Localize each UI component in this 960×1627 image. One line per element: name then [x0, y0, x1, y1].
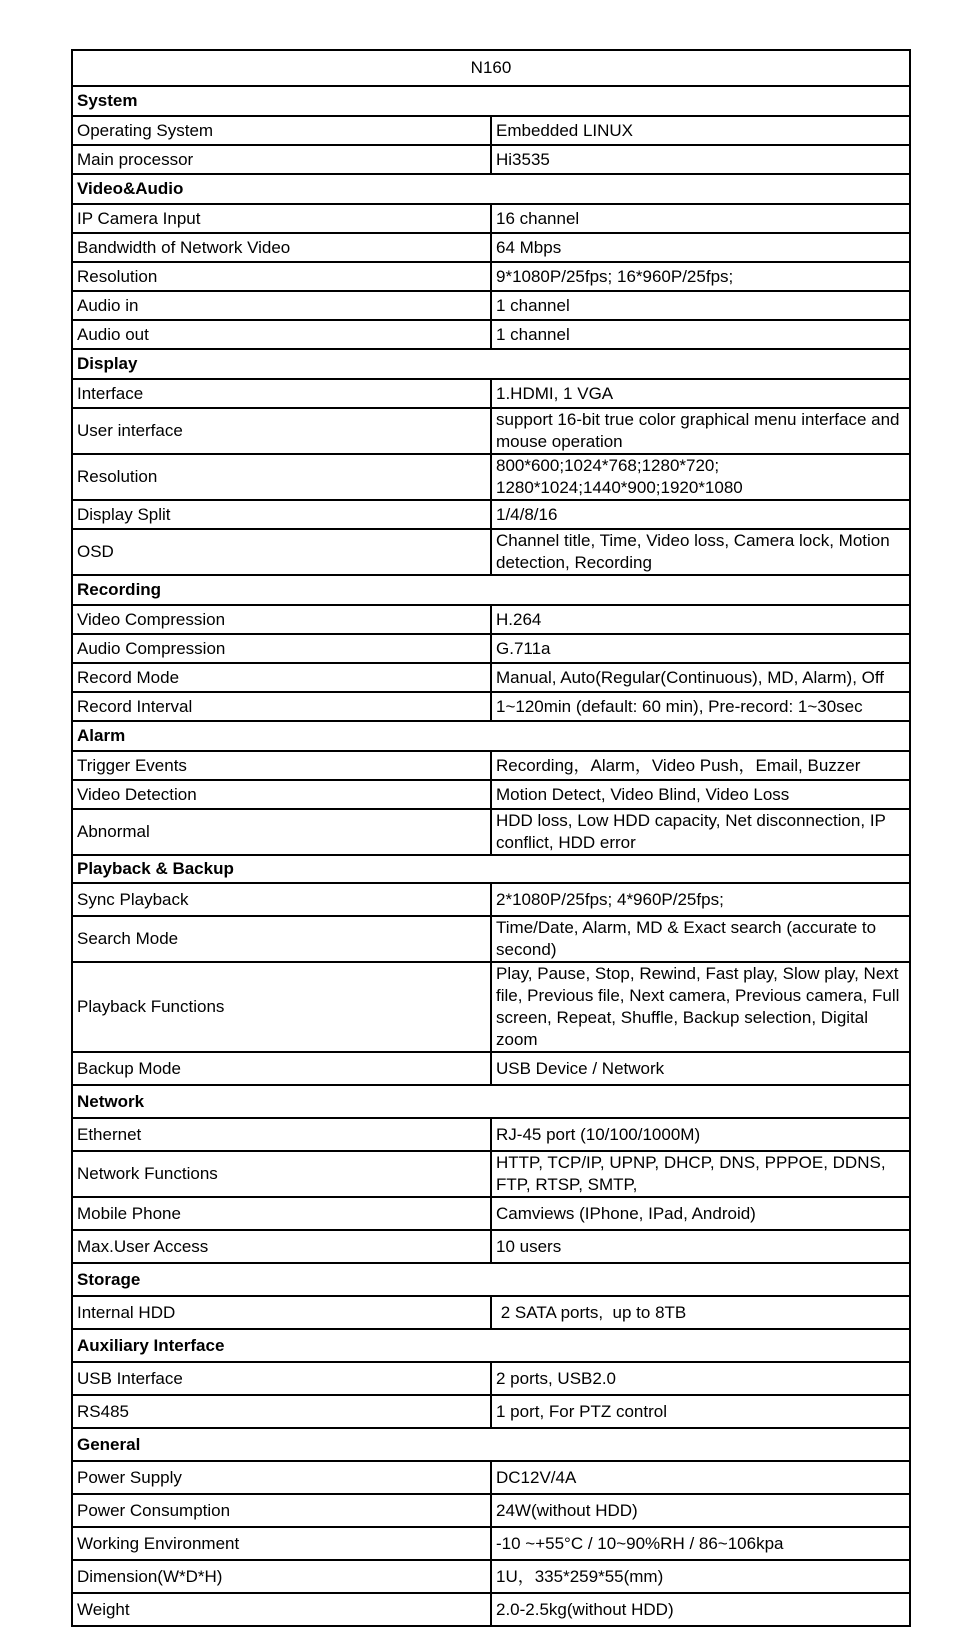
section-header-row — [72, 86, 910, 116]
spec-value: 1 channel — [491, 320, 910, 349]
section-header-row — [72, 1329, 910, 1362]
section-header-row — [72, 855, 910, 883]
spec-value: Hi3535 — [491, 145, 910, 174]
spec-label: OSD — [72, 529, 491, 575]
spec-row — [72, 1527, 910, 1560]
section-title: General — [72, 1428, 910, 1461]
spec-label: Playback Functions — [72, 962, 491, 1052]
spec-label: Trigger Events — [72, 751, 491, 780]
section-title: Storage — [72, 1263, 910, 1296]
spec-value: 1~120min (default: 60 min), Pre-record: 1~30sec — [491, 692, 910, 721]
section-header-row — [72, 721, 910, 751]
spec-row — [72, 883, 910, 916]
section-header-row — [72, 1428, 910, 1461]
spec-label: Max.User Access — [72, 1230, 491, 1263]
spec-row — [72, 408, 910, 454]
spec-row — [72, 1593, 910, 1626]
spec-row — [72, 1118, 910, 1151]
spec-row — [72, 500, 910, 529]
spec-label: Main processor — [72, 145, 491, 174]
spec-value: Manual, Auto(Regular(Continuous), MD, Alarm), Off — [491, 663, 910, 692]
spec-label: Search Mode — [72, 916, 491, 962]
spec-row — [72, 204, 910, 233]
spec-row — [72, 1494, 910, 1527]
title-row — [72, 50, 910, 86]
spec-value: HTTP, TCP/IP, UPNP, DHCP, DNS, PPPOE, DDNS, FTP, RTSP, SMTP, — [491, 1151, 910, 1197]
spec-row — [72, 1395, 910, 1428]
spec-value: 2*1080P/25fps; 4*960P/25fps; — [491, 883, 910, 916]
spec-value: Recording，Alarm，Video Push，Email, Buzzer — [491, 751, 910, 780]
spec-value: 24W(without HDD) — [491, 1494, 910, 1527]
spec-row — [72, 1151, 910, 1197]
spec-label: Abnormal — [72, 809, 491, 855]
section-title: Recording — [72, 575, 910, 605]
spec-value: Embedded LINUX — [491, 116, 910, 145]
spec-row — [72, 809, 910, 855]
spec-value: 800*600;1024*768;1280*720; 1280*1024;1440*900;1920*1080 — [491, 454, 910, 500]
spec-label: Internal HDD — [72, 1296, 491, 1329]
spec-label: Working Environment — [72, 1527, 491, 1560]
section-title: Auxiliary Interface — [72, 1329, 910, 1362]
spec-value: USB Device / Network — [491, 1052, 910, 1085]
spec-table-body — [72, 50, 910, 1626]
section-title: Alarm — [72, 721, 910, 751]
spec-row — [72, 116, 910, 145]
spec-label: Resolution — [72, 262, 491, 291]
section-header-row — [72, 1263, 910, 1296]
spec-label: Backup Mode — [72, 1052, 491, 1085]
spec-row — [72, 1230, 910, 1263]
spec-value: RJ-45 port (10/100/1000M) — [491, 1118, 910, 1151]
spec-label: Power Consumption — [72, 1494, 491, 1527]
spec-value: support 16-bit true color graphical menu interface and mouse operation — [491, 408, 910, 454]
spec-row — [72, 145, 910, 174]
spec-value: 2 ports, USB2.0 — [491, 1362, 910, 1395]
spec-label: Sync Playback — [72, 883, 491, 916]
section-title: Video&Audio — [72, 174, 910, 204]
spec-label: Audio in — [72, 291, 491, 320]
spec-label: Video Compression — [72, 605, 491, 634]
spec-row — [72, 1560, 910, 1593]
section-title: System — [72, 86, 910, 116]
spec-row — [72, 1362, 910, 1395]
spec-value: 1 channel — [491, 291, 910, 320]
spec-row — [72, 780, 910, 809]
spec-value: 1U，335*259*55(mm) — [491, 1560, 910, 1593]
spec-label: Record Interval — [72, 692, 491, 721]
spec-label: RS485 — [72, 1395, 491, 1428]
spec-value: 1.HDMI, 1 VGA — [491, 379, 910, 408]
section-header-row — [72, 349, 910, 379]
spec-value: Time/Date, Alarm, MD & Exact search (accurate to second) — [491, 916, 910, 962]
spec-value: G.711a — [491, 634, 910, 663]
spec-label: USB Interface — [72, 1362, 491, 1395]
spec-value: -10 ~+55°C / 10~90%RH / 86~106kpa — [491, 1527, 910, 1560]
spec-row — [72, 529, 910, 575]
spec-label: Mobile Phone — [72, 1197, 491, 1230]
section-title: Display — [72, 349, 910, 379]
spec-row — [72, 379, 910, 408]
section-title: Playback & Backup — [72, 855, 910, 883]
spec-value: 1 port, For PTZ control — [491, 1395, 910, 1428]
spec-row — [72, 233, 910, 262]
spec-label: Display Split — [72, 500, 491, 529]
spec-value: 10 users — [491, 1230, 910, 1263]
spec-value: 1/4/8/16 — [491, 500, 910, 529]
spec-value: DC12V/4A — [491, 1461, 910, 1494]
spec-label: Bandwidth of Network Video — [72, 233, 491, 262]
spec-row — [72, 751, 910, 780]
spec-label: Audio out — [72, 320, 491, 349]
section-title: Network — [72, 1085, 910, 1118]
spec-label: Interface — [72, 379, 491, 408]
spec-label: Power Supply — [72, 1461, 491, 1494]
spec-row — [72, 1052, 910, 1085]
spec-label: Video Detection — [72, 780, 491, 809]
section-header-row — [72, 174, 910, 204]
spec-value: Channel title, Time, Video loss, Camera lock, Motion detection, Recording — [491, 529, 910, 575]
spec-value: H.264 — [491, 605, 910, 634]
spec-label: Audio Compression — [72, 634, 491, 663]
spec-label: IP Camera Input — [72, 204, 491, 233]
spec-row — [72, 320, 910, 349]
spec-label: Ethernet — [72, 1118, 491, 1151]
spec-value: 2 SATA ports, up to 8TB — [491, 1296, 910, 1329]
spec-row — [72, 1461, 910, 1494]
spec-label: User interface — [72, 408, 491, 454]
spec-row — [72, 916, 910, 962]
spec-row — [72, 692, 910, 721]
section-header-row — [72, 1085, 910, 1118]
spec-label: Network Functions — [72, 1151, 491, 1197]
spec-value: Camviews (IPhone, IPad, Android) — [491, 1197, 910, 1230]
spec-value: 16 channel — [491, 204, 910, 233]
spec-value: 9*1080P/25fps; 16*960P/25fps; — [491, 262, 910, 291]
spec-label: Weight — [72, 1593, 491, 1626]
spec-label: Record Mode — [72, 663, 491, 692]
spec-value: HDD loss, Low HDD capacity, Net disconnection, IP conflict, HDD error — [491, 809, 910, 855]
section-header-row — [72, 575, 910, 605]
spec-value: Play, Pause, Stop, Rewind, Fast play, Slow play, Next file, Previous file, Next camera, Previous camera, Full screen, Repeat, Shuffle, Backup selection, Digital zoom — [491, 962, 910, 1052]
spec-row — [72, 1197, 910, 1230]
spec-row — [72, 634, 910, 663]
spec-value: 64 Mbps — [491, 233, 910, 262]
spec-row — [72, 1296, 910, 1329]
spec-row — [72, 262, 910, 291]
spec-row — [72, 291, 910, 320]
spec-value: Motion Detect, Video Blind, Video Loss — [491, 780, 910, 809]
spec-label: Resolution — [72, 454, 491, 500]
spec-row — [72, 663, 910, 692]
spec-row — [72, 454, 910, 500]
spec-label: Operating System — [72, 116, 491, 145]
spec-table — [71, 49, 911, 1627]
spec-row — [72, 605, 910, 634]
spec-row — [72, 962, 910, 1052]
spec-value: 2.0-2.5kg(without HDD) — [491, 1593, 910, 1626]
spec-label: Dimension(W*D*H) — [72, 1560, 491, 1593]
product-title: N160 — [72, 50, 910, 86]
